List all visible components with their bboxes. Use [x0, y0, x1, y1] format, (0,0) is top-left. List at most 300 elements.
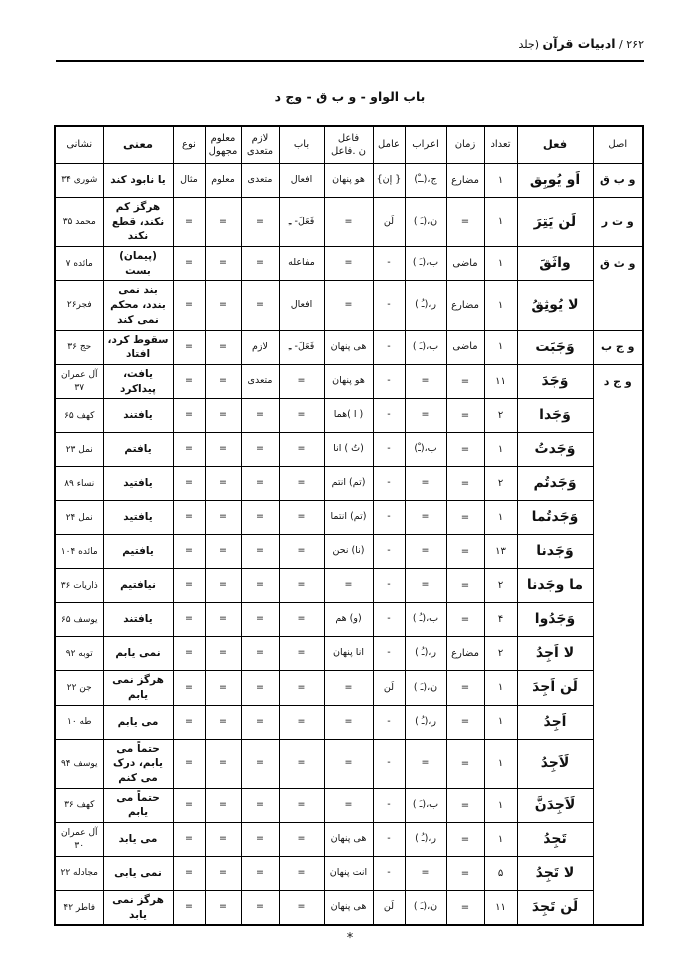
cell-bab: = [279, 739, 324, 788]
cell-erab: = [405, 364, 446, 398]
cell-fael: ( ا )هما [324, 399, 373, 433]
cell-fael: = [324, 739, 373, 788]
cell-zaman: = [446, 891, 484, 926]
cell-tedad: ۱ [484, 433, 517, 467]
cell-bab: افعال [279, 281, 324, 330]
table-row [55, 330, 643, 364]
cell-neshani: ذاریات ۳۶ [55, 569, 103, 603]
cell-now: = [173, 247, 205, 281]
cell-neshani: آل عمران ۳۷ [55, 364, 103, 398]
cell-fel: لَن اَجِدَ [517, 671, 593, 705]
cell-bab: = [279, 823, 324, 857]
cell-mani: یافتید [103, 467, 173, 501]
cell-fel: وَجَدتُما [517, 501, 593, 535]
cell-lazem: = [241, 603, 279, 637]
cell-neshani: حج ۳۶ [55, 330, 103, 364]
cell-malum: = [205, 569, 241, 603]
cell-neshani: کهف ۶۵ [55, 399, 103, 433]
cell-lazem: = [241, 705, 279, 739]
cell-neshani: یوسف ۶۵ [55, 603, 103, 637]
cell-now: = [173, 569, 205, 603]
cell-fel: واثَقَ [517, 247, 593, 281]
table-row [55, 535, 643, 569]
cell-malum: = [205, 705, 241, 739]
cell-lazem: = [241, 857, 279, 891]
volume-suffix: (جلد [518, 38, 543, 51]
cell-now: = [173, 823, 205, 857]
cell-tedad: ۱ [484, 281, 517, 330]
cell-zaman: = [446, 739, 484, 788]
cell-erab: ن،(ـَ ) [405, 891, 446, 926]
cell-zaman: مضارع [446, 637, 484, 671]
cell-fael: (و) هم [324, 603, 373, 637]
cell-fael: = [324, 198, 373, 247]
cell-tedad: ۴ [484, 603, 517, 637]
page-number: ۲۶۲ / [615, 38, 644, 51]
cell-amel: - [373, 705, 405, 739]
cell-fael: انا پنهان [324, 637, 373, 671]
page-header [56, 0, 644, 51]
cell-fel: لا یُوثِقُ [517, 281, 593, 330]
cell-tedad: ۱ [484, 739, 517, 788]
cell-fel: لَن یَتِرَ [517, 198, 593, 247]
cell-mani: یافت، پیداکرد [103, 364, 173, 398]
cell-fael: (تُ ) انا [324, 433, 373, 467]
cell-now: = [173, 281, 205, 330]
cell-now: = [173, 739, 205, 788]
cell-lazem: = [241, 671, 279, 705]
header-rule [56, 60, 644, 62]
column-header-neshani: نشانی [55, 126, 103, 164]
cell-lazem: لازم [241, 330, 279, 364]
cell-amel: - [373, 569, 405, 603]
cell-fel: وَجَدنا [517, 535, 593, 569]
cell-malum: = [205, 535, 241, 569]
cell-neshani: یوسف ۹۴ [55, 739, 103, 788]
cell-tedad: ۱۱ [484, 891, 517, 926]
cell-amel: - [373, 535, 405, 569]
cell-zaman: = [446, 671, 484, 705]
table-row [55, 198, 643, 247]
cell-malum: = [205, 247, 241, 281]
cell-zaman: = [446, 857, 484, 891]
column-header-malum: معلوم مجهول [205, 126, 241, 164]
table-header-row [55, 126, 643, 164]
cell-amel: - [373, 433, 405, 467]
cell-tedad: ۲ [484, 467, 517, 501]
column-header-tedad: تعداد [484, 126, 517, 164]
table-row [55, 364, 643, 398]
cell-zaman: ماضی [446, 330, 484, 364]
cell-lazem: = [241, 535, 279, 569]
cell-lazem: = [241, 637, 279, 671]
cell-fel: لَاَجِدَنَّ [517, 788, 593, 822]
cell-zaman: ماضی [446, 247, 484, 281]
cell-neshani: نمل ۲۳ [55, 433, 103, 467]
table-row [55, 603, 643, 637]
cell-malum: = [205, 198, 241, 247]
cell-erab: ب،(ـْ) [405, 433, 446, 467]
column-header-zaman: زمان [446, 126, 484, 164]
table-row [55, 739, 643, 788]
cell-fael: (تم) انتم [324, 467, 373, 501]
cell-zaman: = [446, 501, 484, 535]
cell-malum: = [205, 501, 241, 535]
column-header-now: نوع [173, 126, 205, 164]
cell-fel: وَجَدتُم [517, 467, 593, 501]
table-row [55, 637, 643, 671]
cell-fael: هی پنهان [324, 823, 373, 857]
cell-tedad: ۱ [484, 164, 517, 198]
cell-neshani: توبه ۹۲ [55, 637, 103, 671]
footnote-star: * [346, 931, 354, 947]
cell-fel: اَجِدُ [517, 705, 593, 739]
cell-malum: = [205, 823, 241, 857]
cell-mani: سقوط کرد، افتاد [103, 330, 173, 364]
cell-lazem: = [241, 281, 279, 330]
cell-erab: ر،(ـُ ) [405, 637, 446, 671]
cell-neshani: مائده ۱۰۴ [55, 535, 103, 569]
cell-now: = [173, 330, 205, 364]
table-row [55, 569, 643, 603]
cell-amel: - [373, 823, 405, 857]
cell-erab: = [405, 739, 446, 788]
cell-neshani: محمد ۳۵ [55, 198, 103, 247]
cell-tedad: ۲ [484, 569, 517, 603]
cell-fel: لا اَجِدُ [517, 637, 593, 671]
cell-lazem: = [241, 433, 279, 467]
cell-bab: = [279, 705, 324, 739]
cell-neshani: شوری ۳۴ [55, 164, 103, 198]
cell-lazem: = [241, 247, 279, 281]
cell-tedad: ۱ [484, 671, 517, 705]
cell-fael: = [324, 705, 373, 739]
cell-tedad: ۲ [484, 637, 517, 671]
cell-mani: یافتند [103, 399, 173, 433]
cell-asl: و ج د [593, 364, 643, 925]
cell-amel: - [373, 501, 405, 535]
table-row [55, 247, 643, 281]
table-row [55, 501, 643, 535]
cell-zaman: = [446, 569, 484, 603]
cell-bab: مفاعله [279, 247, 324, 281]
cell-fel: وَجَدتُ [517, 433, 593, 467]
cell-bab: = [279, 467, 324, 501]
cell-fael: = [324, 247, 373, 281]
cell-mani: یا نابود کند [103, 164, 173, 198]
column-header-mani: معنی [103, 126, 173, 164]
cell-fael: (نا) نحن [324, 535, 373, 569]
cell-erab: ن،(ـَ ) [405, 671, 446, 705]
cell-now: مثال [173, 164, 205, 198]
cell-neshani: طه ۱۰ [55, 705, 103, 739]
cell-malum: = [205, 891, 241, 926]
cell-erab: = [405, 399, 446, 433]
cell-lazem: = [241, 739, 279, 788]
cell-fael: هی پنهان [324, 330, 373, 364]
column-header-erab: اعراب [405, 126, 446, 164]
column-header-fel: فعل [517, 126, 593, 164]
cell-zaman: = [446, 467, 484, 501]
cell-malum: = [205, 739, 241, 788]
cell-bab: = [279, 433, 324, 467]
table-row [55, 671, 643, 705]
cell-fael: = [324, 281, 373, 330]
cell-mani: نیافتیم [103, 569, 173, 603]
cell-now: = [173, 399, 205, 433]
section-title: باب الواو - و ب ق - وج د [274, 89, 426, 104]
cell-now: = [173, 857, 205, 891]
cell-now: = [173, 198, 205, 247]
cell-fel: لَن تَجِدَ [517, 891, 593, 926]
cell-zaman: = [446, 823, 484, 857]
cell-erab: = [405, 535, 446, 569]
cell-erab: ب،(ـَ ) [405, 788, 446, 822]
column-header-amel: عامل [373, 126, 405, 164]
cell-asl: و ت ر [593, 198, 643, 247]
cell-amel: لَن [373, 891, 405, 926]
cell-mani: یافتیم [103, 535, 173, 569]
cell-amel: - [373, 399, 405, 433]
table-row [55, 705, 643, 739]
cell-erab: = [405, 569, 446, 603]
cell-amel: لَن [373, 671, 405, 705]
cell-now: = [173, 637, 205, 671]
cell-neshani: جن ۲۲ [55, 671, 103, 705]
cell-mani: نمی یابی [103, 857, 173, 891]
cell-mani: می یابم [103, 705, 173, 739]
cell-malum: = [205, 857, 241, 891]
cell-fael: (تم) انتما [324, 501, 373, 535]
cell-bab: فَعَلَ- ـِ [279, 198, 324, 247]
cell-amel: - [373, 364, 405, 398]
cell-erab: = [405, 501, 446, 535]
cell-amel: - [373, 281, 405, 330]
cell-neshani: فاطر ۴۲ [55, 891, 103, 926]
column-header-bab: باب [279, 126, 324, 164]
cell-erab: ب،(ـَ ) [405, 247, 446, 281]
cell-asl: و ب ق [593, 164, 643, 198]
cell-tedad: ۱ [484, 330, 517, 364]
cell-mani: نمی یابم [103, 637, 173, 671]
cell-tedad: ۱۳ [484, 535, 517, 569]
cell-amel: - [373, 788, 405, 822]
cell-bab: = [279, 399, 324, 433]
cell-amel: لَن [373, 198, 405, 247]
cell-neshani: کهف ۳۶ [55, 788, 103, 822]
cell-fael: انت پنهان [324, 857, 373, 891]
cell-tedad: ۱۱ [484, 364, 517, 398]
table-row [55, 823, 643, 857]
book-page [56, 0, 644, 946]
cell-bab: فَعَلَ- ـِ [279, 330, 324, 364]
cell-mani: هرگز کم نکند، قطع نکند [103, 198, 173, 247]
cell-fael: هو پنهان [324, 164, 373, 198]
cell-fel: لا تَجِدُ [517, 857, 593, 891]
cell-tedad: ۱ [484, 198, 517, 247]
cell-now: = [173, 364, 205, 398]
table-body [55, 164, 643, 926]
cell-zaman: مضارع [446, 281, 484, 330]
cell-zaman: مضارع [446, 164, 484, 198]
cell-fel: لَاَجِدُ [517, 739, 593, 788]
cell-bab: = [279, 535, 324, 569]
cell-tedad: ۱ [484, 501, 517, 535]
cell-malum: = [205, 399, 241, 433]
cell-fel: وَجَدا [517, 399, 593, 433]
cell-lazem: = [241, 399, 279, 433]
table-row [55, 788, 643, 822]
cell-lazem: = [241, 569, 279, 603]
conjugation-table [54, 125, 644, 926]
cell-lazem: = [241, 891, 279, 926]
cell-neshani: مجادله ۲۲ [55, 857, 103, 891]
cell-malum: = [205, 467, 241, 501]
cell-malum: = [205, 330, 241, 364]
table-row [55, 164, 643, 198]
cell-erab: = [405, 467, 446, 501]
cell-zaman: = [446, 705, 484, 739]
cell-now: = [173, 467, 205, 501]
cell-now: = [173, 705, 205, 739]
cell-erab: ب،(ـَ ) [405, 330, 446, 364]
cell-lazem: = [241, 823, 279, 857]
table-row [55, 891, 643, 926]
cell-tedad: ۱ [484, 823, 517, 857]
cell-amel: - [373, 603, 405, 637]
cell-malum: = [205, 637, 241, 671]
cell-fel: وَجَبَت [517, 330, 593, 364]
cell-bab: = [279, 603, 324, 637]
cell-now: = [173, 501, 205, 535]
cell-bab: افعال [279, 164, 324, 198]
cell-malum: = [205, 433, 241, 467]
cell-tedad: ۲ [484, 399, 517, 433]
cell-tedad: ۱ [484, 788, 517, 822]
cell-neshani: فجر۲۶ [55, 281, 103, 330]
cell-fael: = [324, 569, 373, 603]
cell-neshani: نمل ۲۴ [55, 501, 103, 535]
cell-bab: = [279, 671, 324, 705]
cell-tedad: ۱ [484, 247, 517, 281]
cell-tedad: ۵ [484, 857, 517, 891]
cell-erab: ر،(ـُ ) [405, 705, 446, 739]
cell-mani: می یابد [103, 823, 173, 857]
column-header-lazem: لازم متعدی [241, 126, 279, 164]
cell-lazem: = [241, 198, 279, 247]
cell-bab: = [279, 364, 324, 398]
cell-fael: هی پنهان [324, 891, 373, 926]
cell-mani: یافتید [103, 501, 173, 535]
cell-lazem: = [241, 788, 279, 822]
table-row [55, 281, 643, 330]
cell-malum: = [205, 603, 241, 637]
cell-malum: = [205, 364, 241, 398]
table-row [55, 399, 643, 433]
cell-zaman: = [446, 433, 484, 467]
cell-now: = [173, 535, 205, 569]
cell-tedad: ۱ [484, 705, 517, 739]
cell-mani: هرگز نمی یابم [103, 671, 173, 705]
cell-zaman: = [446, 198, 484, 247]
cell-asl: و ج ب [593, 330, 643, 364]
cell-bab: = [279, 857, 324, 891]
cell-zaman: = [446, 364, 484, 398]
cell-now: = [173, 603, 205, 637]
cell-amel: - [373, 739, 405, 788]
table-row [55, 433, 643, 467]
cell-fael: هو پنهان [324, 364, 373, 398]
cell-fel: وَجَدَ [517, 364, 593, 398]
table-row [55, 467, 643, 501]
cell-bab: = [279, 501, 324, 535]
cell-asl: و ث ق [593, 247, 643, 330]
cell-now: = [173, 788, 205, 822]
cell-amel: - [373, 467, 405, 501]
book-title: ادبیات قرآن [542, 36, 616, 51]
cell-amel: - [373, 637, 405, 671]
column-header-asl: اصل [593, 126, 643, 164]
cell-bab: = [279, 788, 324, 822]
cell-neshani: نساء ۸۹ [55, 467, 103, 501]
cell-mani: حتماً می یابم، درک می کنم [103, 739, 173, 788]
cell-lazem: متعدی [241, 164, 279, 198]
cell-fael: = [324, 671, 373, 705]
cell-erab: ب،(ـُ ) [405, 603, 446, 637]
cell-mani: حتماً می یابم [103, 788, 173, 822]
cell-now: = [173, 433, 205, 467]
cell-malum: = [205, 788, 241, 822]
cell-fel: وَجَدُوا [517, 603, 593, 637]
cell-zaman: = [446, 535, 484, 569]
cell-zaman: = [446, 788, 484, 822]
cell-malum: = [205, 671, 241, 705]
cell-bab: = [279, 569, 324, 603]
table-row [55, 857, 643, 891]
cell-neshani: آل عمران ۳۰ [55, 823, 103, 857]
cell-erab: ر،(ـُ ) [405, 823, 446, 857]
cell-mani: (پیمان) بست [103, 247, 173, 281]
cell-erab: = [405, 857, 446, 891]
cell-fel: تَجِدُ [517, 823, 593, 857]
cell-lazem: متعدی [241, 364, 279, 398]
cell-erab: ج،(ــْ) [405, 164, 446, 198]
cell-amel: { إن} [373, 164, 405, 198]
cell-amel: - [373, 247, 405, 281]
cell-zaman: = [446, 399, 484, 433]
cell-fel: اَو یُوبِق [517, 164, 593, 198]
cell-lazem: = [241, 467, 279, 501]
cell-erab: ن،(ـَ ) [405, 198, 446, 247]
cell-lazem: = [241, 501, 279, 535]
cell-zaman: = [446, 603, 484, 637]
cell-mani: یافتم [103, 433, 173, 467]
cell-mani: یافتند [103, 603, 173, 637]
cell-mani: بند نمی بندد، محکم نمی کند [103, 281, 173, 330]
cell-amel: - [373, 330, 405, 364]
cell-bab: = [279, 891, 324, 926]
cell-mani: هرگز نمی یابد [103, 891, 173, 926]
cell-erab: ر،(ـُ ) [405, 281, 446, 330]
cell-amel: - [373, 857, 405, 891]
cell-fael: = [324, 788, 373, 822]
column-header-fael: فاعل ن .فاعل [324, 126, 373, 164]
cell-now: = [173, 891, 205, 926]
cell-now: = [173, 671, 205, 705]
cell-fel: ما وجَدنا [517, 569, 593, 603]
cell-malum: معلوم [205, 164, 241, 198]
cell-neshani: مائده ۷ [55, 247, 103, 281]
